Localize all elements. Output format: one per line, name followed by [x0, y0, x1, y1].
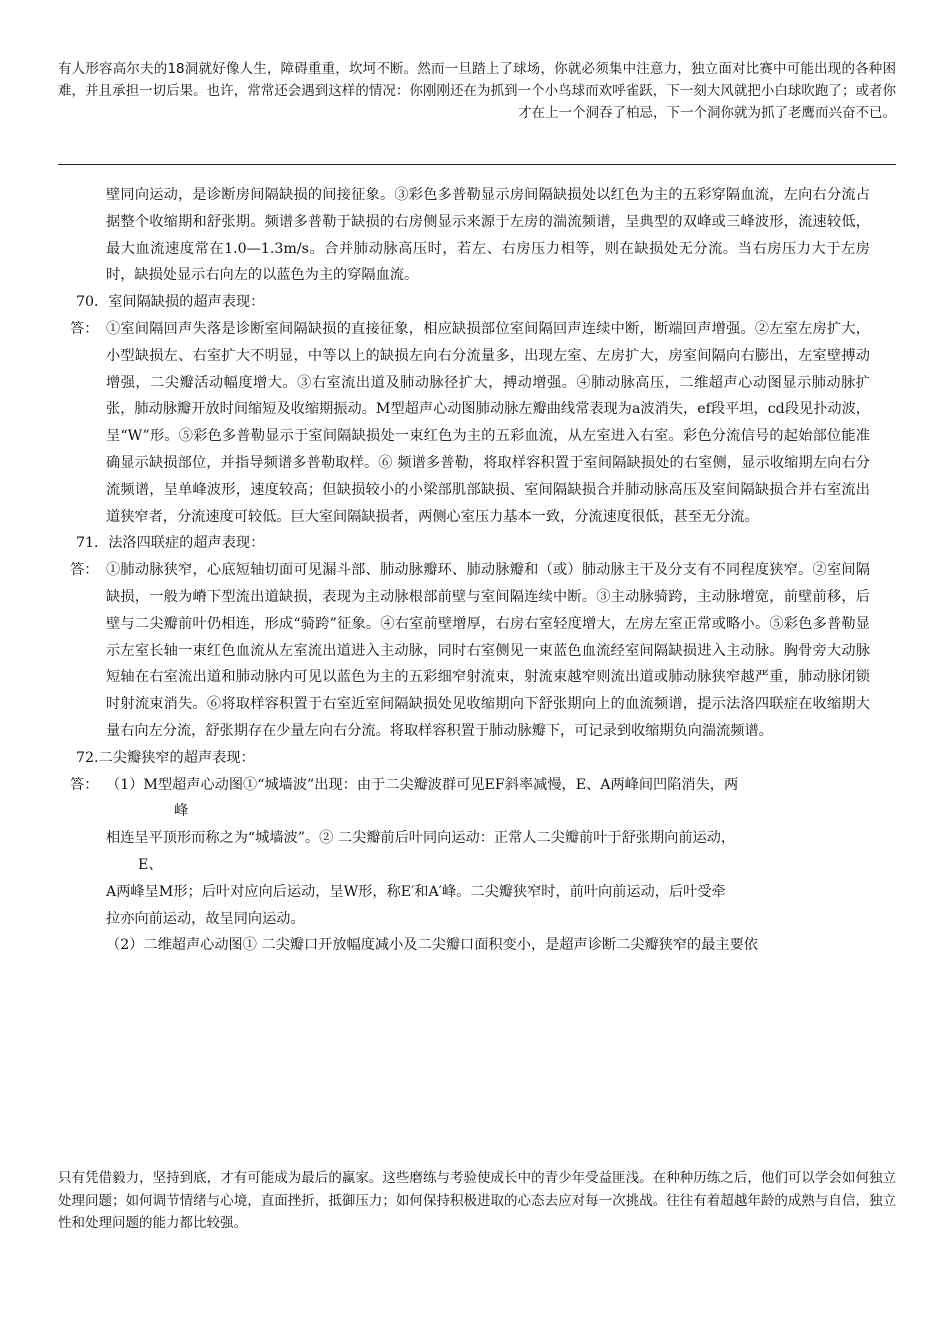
answer-72-line: （1）M型超声心动图①“城墙波”出现：由于二尖瓣波群可见EF斜率减慢，E、A两峰间凹陷消失，两 — [106, 776, 739, 793]
answer-72-line: 拉亦向前运动，故呈同向运动。 — [106, 910, 305, 927]
question-72-title: 72.二尖瓣狭窄的超声表现： — [76, 749, 255, 766]
continuation-paragraph: 壁同向运动，是诊断房间隔缺损的间接征象。③彩色多普勒显示房间隔缺损处以红色为主的五彩穿隔血流，左向右分流占据整个收缩期和舒张期。频谱多普勒于缺损的右房侧显示来源于左房的湍流频谱，呈典型的双峰或三峰波形，流速较低，最大血流速度常在1.0—1.3m/s。合并肺动脉高压时，若左、右房压力相等，则在缺损处无分流。当右房压力大于左房时，缺损处显示右向左的以蓝色为主的穿隔血流。 — [106, 187, 870, 284]
answer-70-text: ①室间隔回声失落是诊断室间隔缺损的直接征象，相应缺损部位室间隔回声连续中断，断端回声增强。②左室左房扩大，小型缺损左、右室扩大不明显，中等以上的缺损左向右分流量多，出现左室、左房扩大，房室间隔向右膨出，左室壁搏动增强，二尖瓣活动幅度增大。③右室流出道及肺动脉径扩大，搏动增强。④肺动脉高压，二维超声心动图显示肺动脉扩张，肺动脉瓣开放时间缩短及收缩期振动。M型超声心动图肺动脉左瓣曲线常表现为a波消失，ef段平坦，cd段见扑动波，呈“W”形。⑤彩色多普勒显示于室间隔缺损处一束红色为主的五彩血流，从左室进入右室。彩色分流信号的起始部位能准确显示缺损部位，并指导频谱多普勒取样。⑥ 频谱多普勒，将取样容积置于室间隔缺损处的右室侧，显示收缩期左向右分流频谱，呈单峰波形，速度较高；但缺损较小的小梁部肌部缺损、室间隔缺损合并肺动脉高压及室间隔缺损合并右室流出道狭窄者，分流速度可较低。巨大室间隔缺损者，两侧心室压力基本一致，分流速度很低，甚至无分流。 — [106, 320, 870, 525]
header-quote: 有人形容高尔夫的18洞就好像人生，障碍重重，坎坷不断。然而一旦踏上了球场，你就必须集中注意力，独立面对比赛中可能出现的各种困难，并且承担一切后果。也许，常常还会遇到这样的情况：你刚刚还在为抓到一个小鸟球而欢呼雀跃，下一刻大风就把小白球吹跑了；或者你才在上一个洞吞了柏忌，下一个洞你就为抓了老鹰而兴奋不已。 — [58, 61, 896, 121]
answer-label: 答： — [70, 562, 99, 579]
question-71-title: 71．法洛四联症的超声表现： — [76, 535, 265, 552]
answer-72-line: A两峰呈M形；后叶对应向后运动，呈W形，称E′和A′峰。二尖瓣狭窄时，前叶向前运动，后叶受牵 — [106, 883, 726, 900]
answer-72-line: （2）二维超声心动图① 二尖瓣口开放幅度减小及二尖瓣口面积变小，是超声诊断二尖瓣狭窄的最主要依 — [106, 937, 758, 954]
answer-72-line: 峰 — [174, 803, 189, 820]
footer-quote: 只有凭借毅力，坚持到底，才有可能成为最后的赢家。这些磨练与考验使成长中的青少年受益匪浅。在种种历练之后，他们可以学会如何独立处理问题；如何调节情绪与心境，直面挫折，抵御压力；如何保持积极进取的心态去应对每一次挑战。往往有着超越年龄的成熟与自信，独立性和处理问题的能力都比较强。 — [58, 1170, 896, 1231]
answer-72-line: E、 — [138, 856, 163, 873]
question-70-title: 70．室间隔缺损的超声表现： — [76, 294, 265, 311]
answer-label: 答： — [70, 776, 99, 793]
answer-72-text — [106, 772, 870, 826]
answer-70 — [70, 316, 870, 530]
answer-71-text: ①肺动脉狭窄，心底短轴切面可见漏斗部、肺动脉瓣环、肺动脉瓣和（或）肺动脉主干及分支有不同程度狭窄。②室间隔缺损，一般为嵴下型流出道缺损，表现为主动脉根部前壁与室间隔连续中断。③主动脉骑跨，主动脉增宽，前壁前移，后壁与二尖瓣前叶仍相连，形成“骑跨”征象。④右室前壁增厚，右房右室轻度增大，左房左室正常或略小。⑤彩色多普勒显示左室长轴一束红色血流从左室流出道进入主动脉，同时右室侧见一束蓝色血流经室间隔缺损进入主动脉。胸骨旁大动脉短轴在右室流出道和肺动脉内可见以蓝色为主的五彩细窄射流束，射流束越窄则流出道或肺动脉狭窄越严重，肺动脉闭锁时射流束消失。⑥将取样容积置于右室近室间隔缺损处见收缩期向下舒张期向上的血流频谱，提示法洛四联症在收缩期大量右向左分流，舒张期存在少量左向右分流。将取样容积置于肺动脉瓣下，可记录到收缩期负向湍流频谱。 — [106, 562, 870, 739]
main-content — [70, 182, 870, 959]
answer-72-line: 相连呈平顶形而称之为“城墙波”。② 二尖瓣前后叶同向运动：正常人二尖瓣前叶于舒张期向前运动， — [106, 830, 736, 847]
answer-label: 答： — [70, 320, 99, 337]
answer-72 — [70, 772, 870, 826]
answer-71 — [70, 557, 870, 745]
header-divider — [58, 164, 896, 165]
